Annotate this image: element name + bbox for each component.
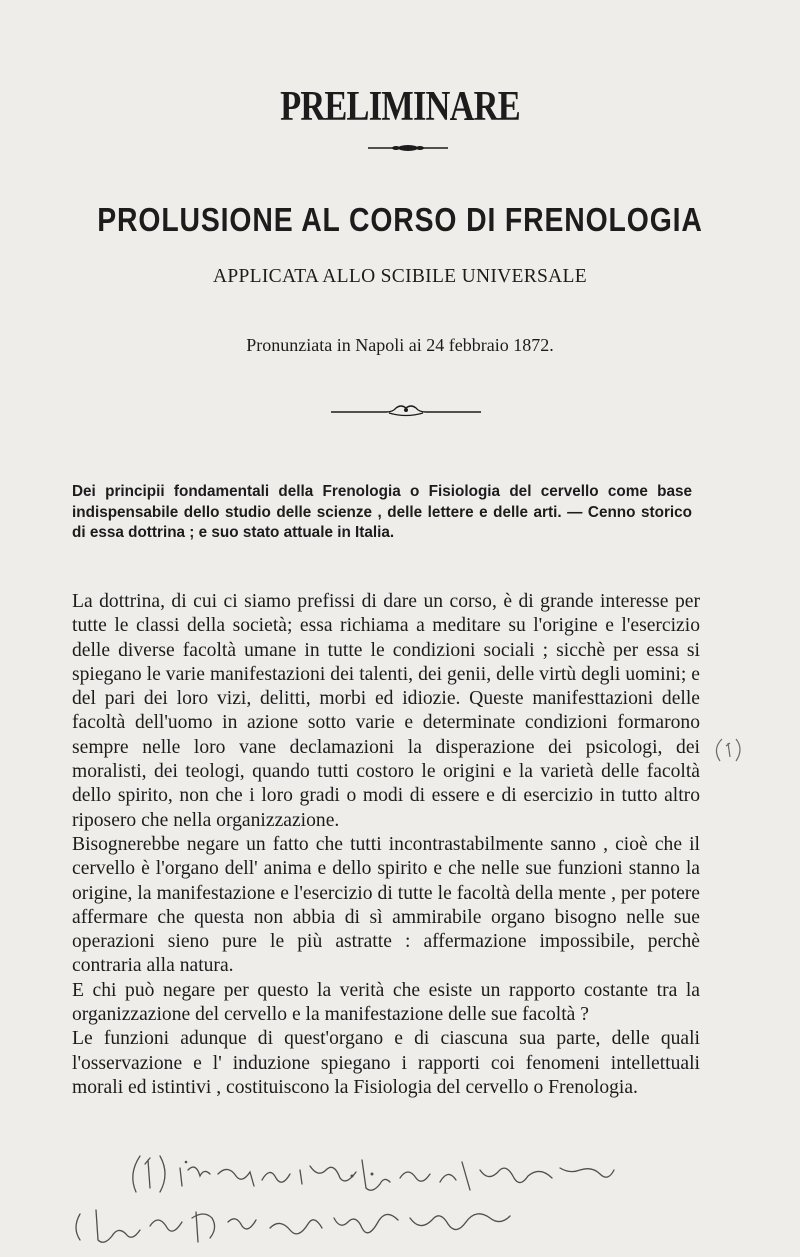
rule-ornament-middle	[331, 404, 481, 418]
paragraph: Le funzioni adunque di quest'organo e di ciascuna sua parte, delle quali l'osservazione e l' induzione spiegano i rapporti coi fenomeni intellettuali morali ed istintivi , costituiscono la Fisiologia del cervello o Frenologia.	[72, 1028, 700, 1098]
pronounced-date-line: Pronunziata in Napoli ai 24 febbraio 1872.	[246, 335, 554, 355]
chapter-abstract: Dei principii fondamentali della Frenologia o Fisiologia del cervello come base indispensabile dello studio delle scienze , delle lettere e delle arti. — Cenno storico di essa dottrina ; e suo stato attuale in Italia.	[72, 483, 692, 541]
subtitle: APPLICATA ALLO SCIBILE UNIVERSALE	[213, 266, 587, 287]
handwritten-pencil-annotation	[0, 1148, 800, 1257]
paragraph: Bisognerebbe negare un fatto che tutti incontrastabilmente sanno , cioè che il cervello è l'organo dell' anima e dello spirito e che nelle sue funzioni stanno la origine, la manifestazione e l'esercizio di tutte le facoltà della mente , per potere affermare che questa non abbia di sì ammirabile organo bisogno nelle sue operazioni sieno pure le più astratte : affermazione impossibile, perchè contraria alla natura.	[72, 833, 700, 977]
section-title: PRELIMINARE	[280, 84, 520, 130]
margin-pencil-mark	[708, 735, 744, 767]
body-text	[72, 590, 700, 1100]
main-title: PROLUSIONE AL CORSO DI FRENOLOGIA	[97, 201, 703, 238]
rule-ornament-top	[368, 144, 448, 152]
paragraph: La dottrina, di cui ci siamo prefissi di dare un corso, è di grande interesse per tutte le classi della società; essa richiama a meditare su l'origine e l'esercizio delle diverse facoltà umane in tutte le condizioni sociali ; sicchè per essa si spiegano le varie manifestazioni dei talenti, dei genii, delle virtù degli uomini; e del pari dei loro vizi, delitti, morbi ed idiozie. Queste manifesttazioni delle facoltà dell'uomo in azione sotto varie e determinate condizioni formarono sempre nelle loro vane declamazioni la disperazione dei psicologi, dei moralisti, dei teologi, quando tutti costoro le origini e la varietà delle facoltà dello spirito, non che i loro gradi o modi di essere e di esercizio in tutto altro riposero che nella organizzazione.	[72, 591, 700, 831]
paragraph: E chi può negare per questo la verità che esiste un rapporto costante tra la organizzazione del cervello e la manifestazione delle sue facoltà ?	[72, 979, 700, 1026]
